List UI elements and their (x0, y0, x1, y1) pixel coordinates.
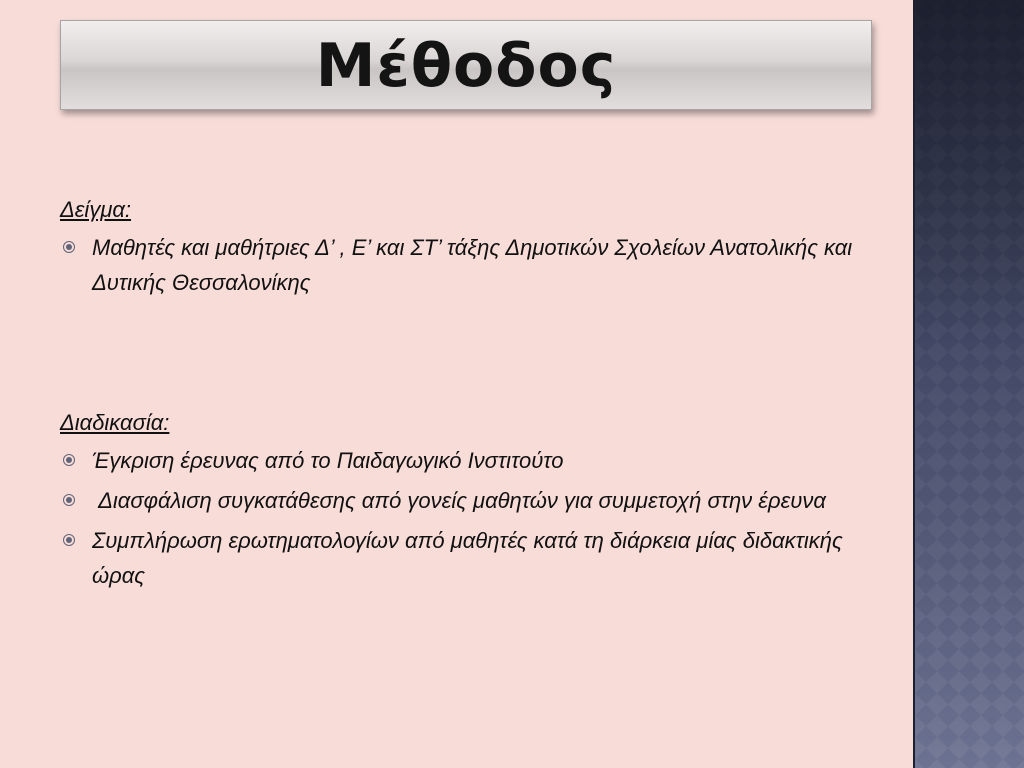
bullet-text: Διασφάλιση συγκατάθεσης από γονείς μαθητών για συμμετοχή στην έρευνα (92, 488, 826, 513)
title-box (60, 20, 872, 110)
section-heading-sample: Δείγμα: (60, 197, 132, 222)
section-heading-procedure: Διαδικασία: (60, 410, 170, 435)
slide-title: Μέθοδος (315, 31, 617, 101)
section-sample (60, 192, 870, 300)
bullet-text: Συμπλήρωση ερωτηματολογίων από μαθητές κατά τη διάρκεια μίας διδακτικής ώρας (92, 528, 843, 588)
bullet-list-procedure (60, 443, 870, 593)
section-spacer (60, 305, 870, 405)
bullet-text: Έγκριση έρευνας από το Παιδαγωγικό Ινστιτούτο (92, 448, 564, 473)
bullet-circle-icon (63, 494, 75, 506)
bullet-item (60, 443, 870, 478)
bullet-list-sample (60, 230, 870, 300)
slide-content (60, 192, 870, 598)
decorative-side-panel (913, 0, 1024, 768)
bullet-circle-icon (63, 534, 75, 546)
bullet-item (60, 230, 870, 300)
bullet-text: Μαθητές και μαθήτριες Δ’ , Ε’ και ΣΤ’ τάξης Δημοτικών Σχολείων Ανατολικής και Δυτικής Θεσσαλονίκης (92, 235, 853, 295)
section-procedure (60, 405, 870, 593)
bullet-item (60, 523, 870, 593)
bullet-circle-icon (63, 241, 75, 253)
bullet-item (60, 483, 870, 518)
bullet-circle-icon (63, 454, 75, 466)
